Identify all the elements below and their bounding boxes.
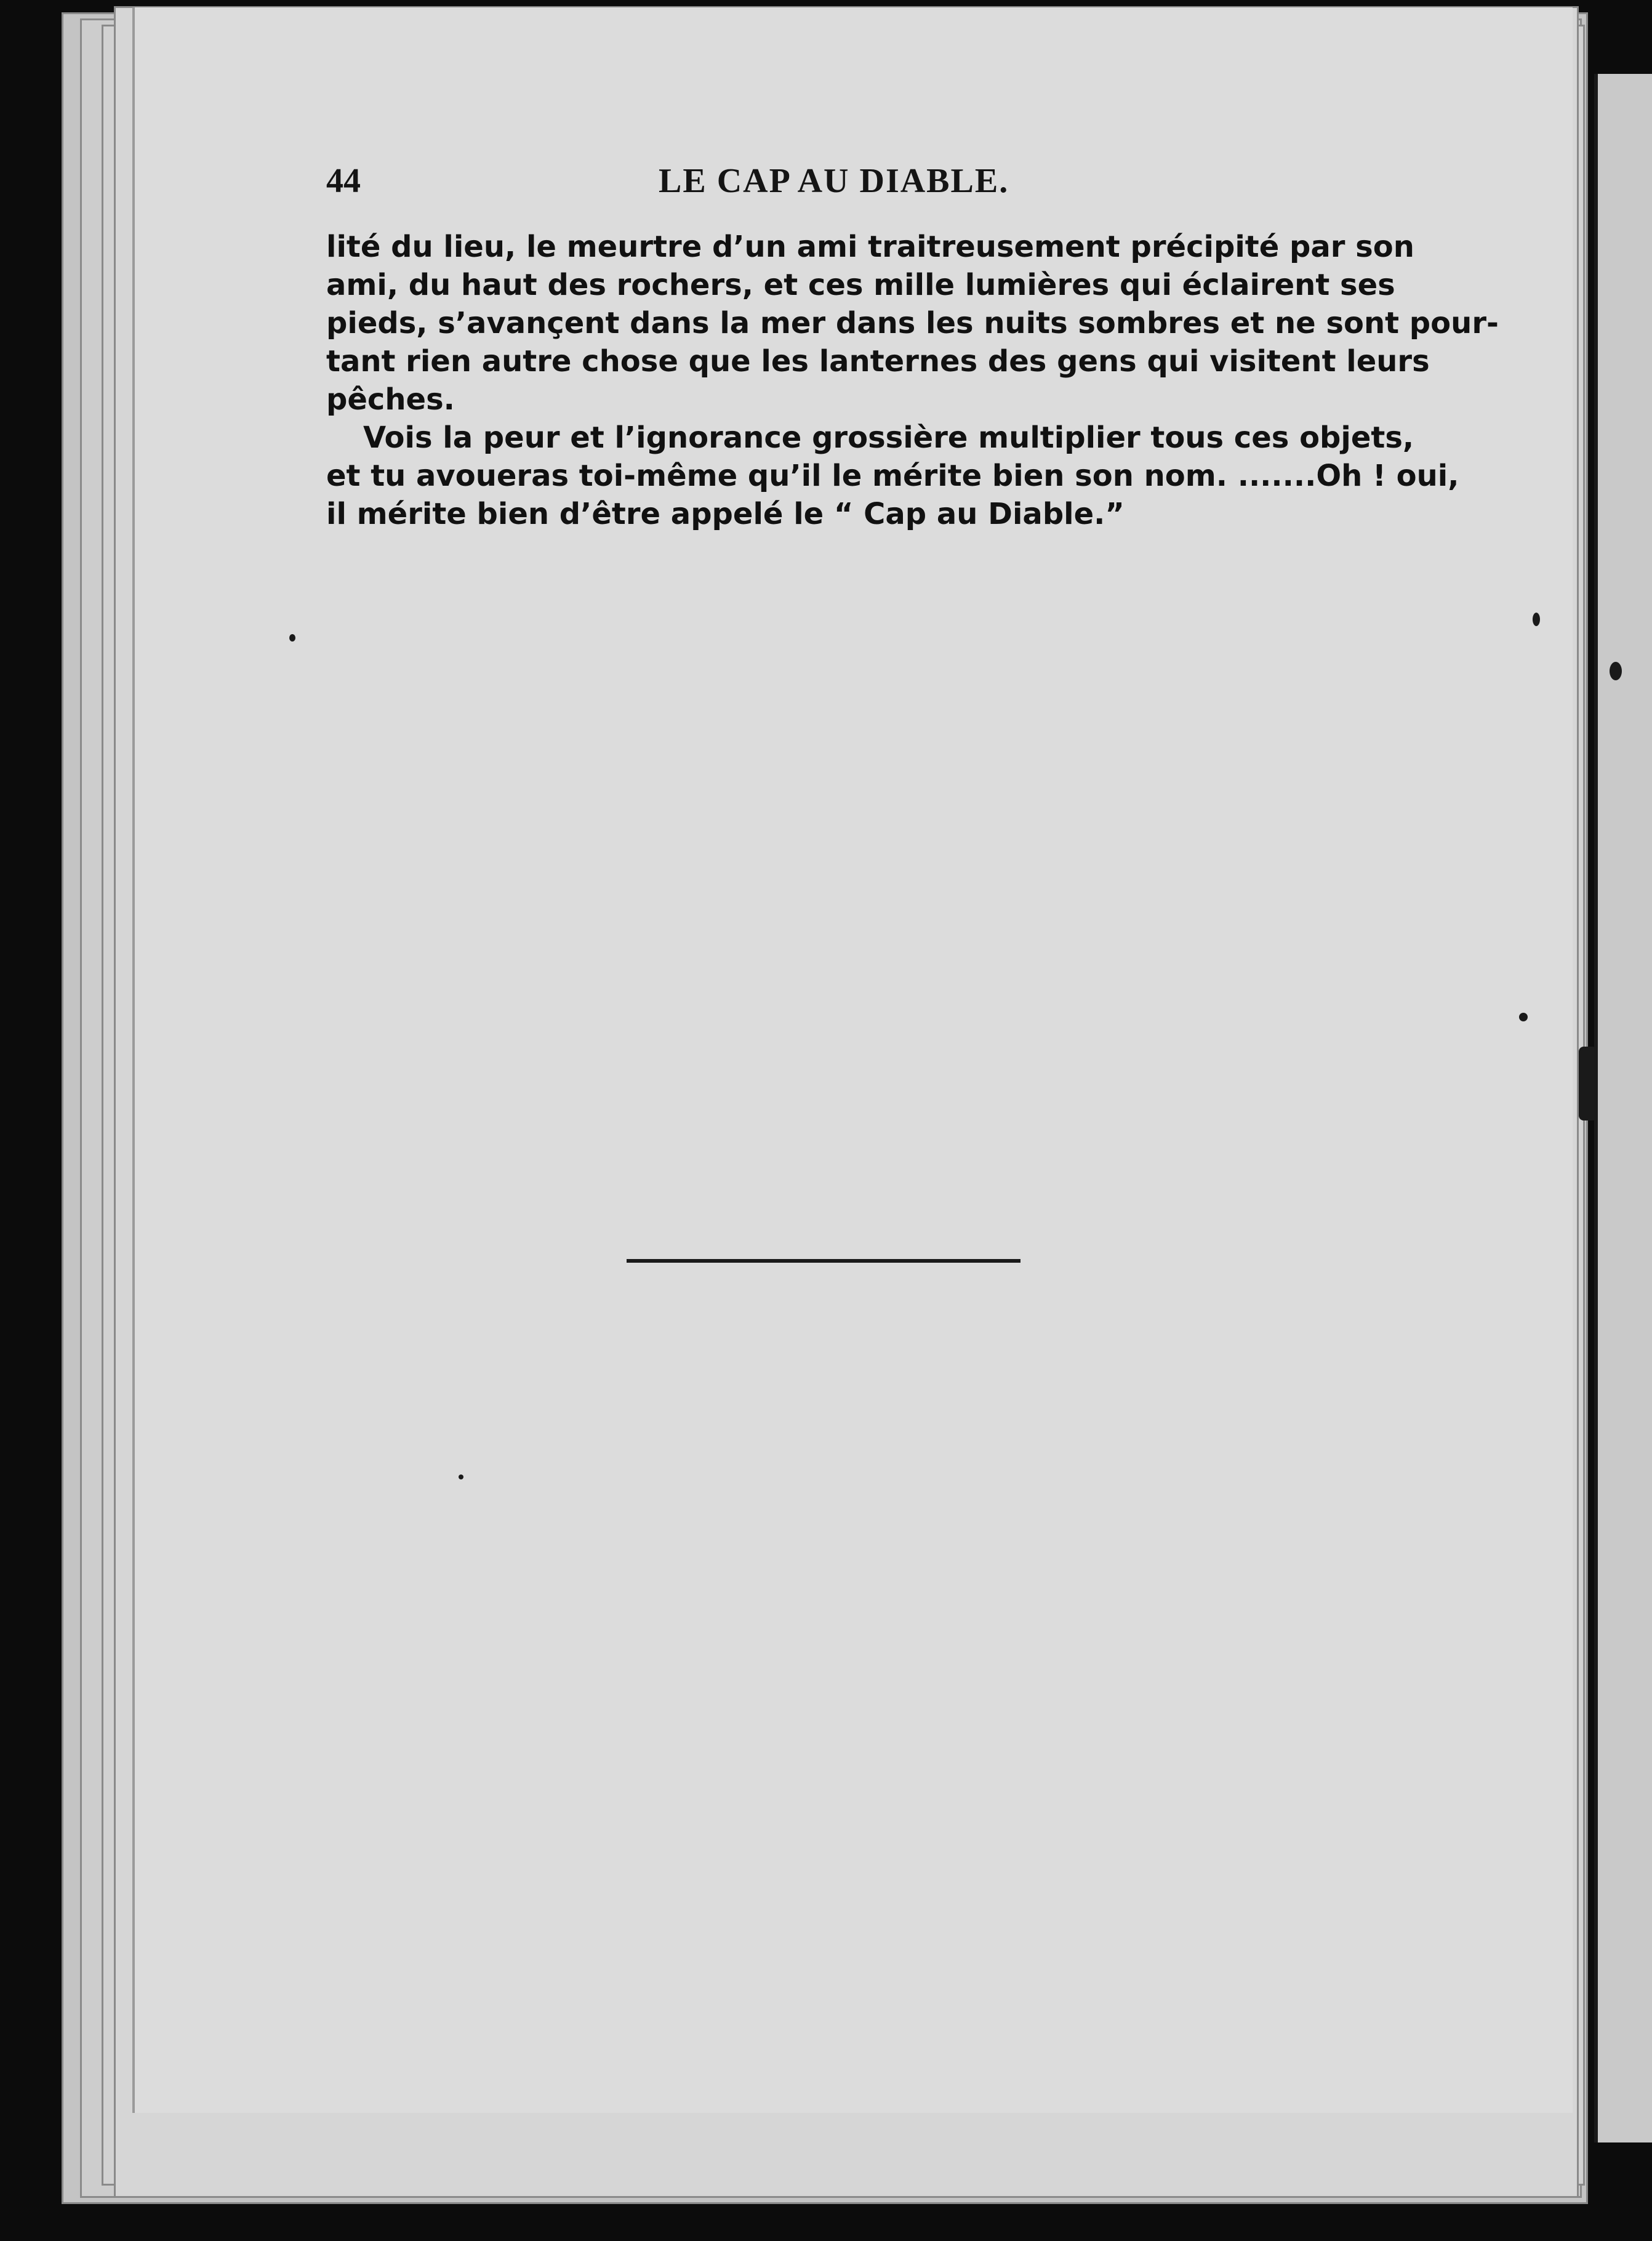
text-line: ami, du haut des rochers, et ces mille lumières qui éclairent ses <box>326 268 1395 302</box>
text-line: pieds, s’avançent dans la mer dans les nuits sombres et ne sont pour- <box>326 306 1499 340</box>
section-divider-rule <box>627 1259 1020 1263</box>
text-line: tant rien autre chose que les lanternes des gens qui visitent leurs <box>326 344 1430 379</box>
dust-speck <box>1519 1013 1528 1021</box>
text-line: Vois la peur et l’ignorance grossière multiplier tous ces objets, <box>363 420 1414 455</box>
dust-speck <box>1533 613 1540 626</box>
adjacent-page-edge <box>1594 74 1652 2142</box>
running-title: LE CAP AU DIABLE. <box>659 162 1009 200</box>
text-line: pêches. <box>326 382 455 417</box>
page-number: 44 <box>326 162 361 200</box>
dust-speck <box>459 1475 463 1479</box>
text-line: il mérite bien d’être appelé le “ Cap au Diable.” <box>326 497 1125 531</box>
dust-speck <box>1579 1047 1597 1120</box>
page-header <box>326 161 1336 204</box>
text-line: et tu avoueras toi-même qu’il le mérite bien son nom. .......Oh ! oui, <box>326 459 1459 493</box>
dust-speck <box>289 634 295 642</box>
body-text <box>326 228 1499 533</box>
text-line: lité du lieu, le meurtre d’un ami traitreusement précipité par son <box>326 230 1414 264</box>
dust-speck <box>1610 662 1622 680</box>
